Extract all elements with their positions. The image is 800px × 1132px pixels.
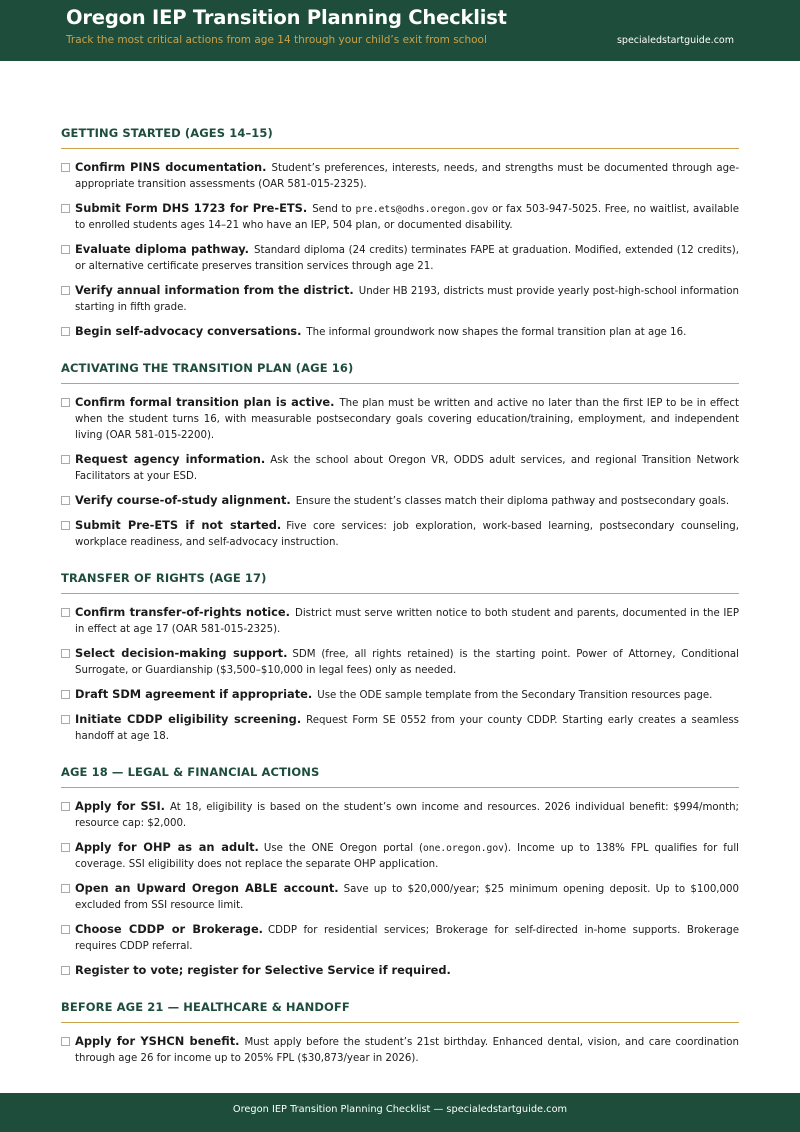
- item-label: Request agency information.: [75, 452, 266, 466]
- item-text: Student’s preferences, interests, needs, and strengths must be documented through age-appropriate transition assessments (OAR 581-015-2325).: [75, 163, 739, 190]
- checkbox[interactable]: [61, 690, 70, 699]
- checklist-item: [61, 159, 739, 193]
- page-footer: [0, 1093, 800, 1132]
- item-label: Choose CDDP or Brokerage.: [75, 922, 264, 936]
- checkbox[interactable]: [61, 802, 70, 811]
- checklist-section: [61, 1000, 739, 1067]
- page-subtitle: Track the most critical actions from age 14 through your child’s exit from school: [66, 34, 487, 46]
- checklist-item: [61, 1033, 739, 1067]
- item-label: Apply for YSHCN benefit.: [75, 1034, 240, 1048]
- footer-text: Oregon IEP Transition Planning Checklist — specialedstartguide.com: [232, 1104, 568, 1115]
- checklist-section: [61, 571, 739, 745]
- checkbox[interactable]: [61, 245, 70, 254]
- checklist-item: [61, 282, 739, 316]
- checklist-item: [61, 798, 739, 832]
- item-text: The plan must be written and active no later than the first IEP to be in effect when the student turns 16, with measurable postsecondary goals covering education/training, employment, and independent living (OAR 581-015-2200).: [75, 398, 740, 441]
- item-label: Register to vote; register for Selective Service if required.: [75, 963, 451, 977]
- checklist-item: [61, 323, 739, 341]
- checkbox[interactable]: [61, 649, 70, 658]
- item-text: Ask the school about Oregon VR, ODDS adult services, and regional Transition Network Facilitators at your ESD.: [75, 455, 740, 482]
- checklist-item: [61, 711, 739, 745]
- checkbox[interactable]: [61, 496, 70, 505]
- checklist-item: [61, 394, 739, 444]
- checkbox[interactable]: [61, 884, 70, 893]
- item-label: Open an Upward Oregon ABLE account.: [75, 881, 339, 895]
- item-label: Begin self-advocacy conversations.: [75, 324, 302, 338]
- item-text: Save up to $20,000/year; $25 minimum opening deposit. Up to $100,000 excluded from SSI resource limit.: [75, 884, 739, 911]
- checklist-item: [61, 451, 739, 485]
- section-title: ACTIVATING THE TRANSITION PLAN (AGE 16): [61, 361, 739, 384]
- site-name: specialedstartguide.com: [616, 35, 734, 46]
- item-text: Request Form SE 0552 from your county CDDP. Starting early creates a seamless handoff at age 18.: [75, 715, 739, 742]
- checkbox[interactable]: [61, 966, 70, 975]
- item-code: one.oregon.gov: [423, 843, 504, 854]
- item-label: Evaluate diploma pathway.: [75, 242, 249, 256]
- item-label: Select decision-making support.: [75, 646, 288, 660]
- checklist-item: [61, 880, 739, 914]
- item-text: CDDP for residential services; Brokerage for self-directed in-home supports. Brokerage requires CDDP referral.: [75, 925, 739, 952]
- checklist-item: [61, 921, 739, 955]
- checkbox[interactable]: [61, 608, 70, 617]
- item-label: Draft SDM agreement if appropriate.: [75, 687, 313, 701]
- checklist-item: [61, 517, 739, 551]
- section-title: GETTING STARTED (AGES 14–15): [61, 126, 739, 149]
- checkbox[interactable]: [61, 715, 70, 724]
- item-label: Verify course-of-study alignment.: [75, 493, 291, 507]
- item-text: or fax 503-947-5025. Free, no waitlist, available to enrolled students ages 14–21 who have an IEP, 504 plan, or documented disability.: [75, 204, 739, 231]
- item-label: Submit Form DHS 1723 for Pre-ETS.: [75, 201, 308, 215]
- item-text: ). Income up to 138% FPL qualifies for full coverage. SSI eligibility does not replace the separate OHP application.: [75, 843, 739, 870]
- section-title: TRANSFER OF RIGHTS (AGE 17): [61, 571, 739, 594]
- checklist-item: [61, 962, 739, 980]
- item-text: The informal groundwork now shapes the formal transition plan at age 16.: [306, 327, 687, 338]
- item-text: Use the ONE Oregon portal (: [263, 843, 424, 854]
- item-label: Apply for SSI.: [75, 799, 166, 813]
- checkbox[interactable]: [61, 925, 70, 934]
- item-label: Confirm PINS documentation.: [75, 160, 267, 174]
- item-label: Apply for OHP as an adult.: [75, 840, 259, 854]
- checklist-item: [61, 686, 739, 704]
- item-label: Initiate CDDP eligibility screening.: [75, 712, 302, 726]
- item-text: Must apply before the student’s 21st birthday. Enhanced dental, vision, and care coordination through age 26 for income up to 205% FPL ($30,873/year in 2026).: [75, 1037, 739, 1064]
- checklist-item: [61, 241, 739, 275]
- checkbox[interactable]: [61, 843, 70, 852]
- item-code: pre.ets@odhs.oregon.gov: [355, 204, 489, 215]
- checklist-section: [61, 765, 739, 980]
- item-label: Submit Pre-ETS if not started.: [75, 518, 282, 532]
- item-label: Confirm formal transition plan is active.: [75, 395, 335, 409]
- checkbox[interactable]: [61, 521, 70, 530]
- item-label: Confirm transfer-of-rights notice.: [75, 605, 290, 619]
- item-text: Under HB 2193, districts must provide yearly post-high-school information starting in fifth grade.: [75, 286, 739, 313]
- item-text: At 18, eligibility is based on the student’s own income and resources. 2026 individual benefit: $994/month; resource cap: $2,000.: [75, 802, 739, 829]
- checkbox[interactable]: [61, 1037, 70, 1046]
- item-text: Five core services: job exploration, work-based learning, postsecondary counseling, workplace readiness, and self-advocacy instruction.: [75, 521, 739, 548]
- checklist-item: [61, 839, 739, 873]
- item-text: District must serve written notice to both student and parents, documented in the IEP in effect at age 17 (OAR 581-015-2325).: [75, 608, 739, 635]
- page-header: [0, 0, 800, 61]
- section-title: AGE 18 — LEGAL & FINANCIAL ACTIONS: [61, 765, 739, 788]
- checklist-content: [61, 126, 739, 1087]
- checkbox[interactable]: [61, 398, 70, 407]
- checkbox[interactable]: [61, 163, 70, 172]
- item-label: Verify annual information from the district.: [75, 283, 354, 297]
- checklist-item: [61, 492, 739, 510]
- checkbox[interactable]: [61, 327, 70, 336]
- checklist-item: [61, 604, 739, 638]
- item-text: Send to: [312, 204, 356, 215]
- page-title: Oregon IEP Transition Planning Checklist: [66, 6, 507, 29]
- section-title: BEFORE AGE 21 — HEALTHCARE & HANDOFF: [61, 1000, 739, 1023]
- item-text: SDM (free, all rights retained) is the starting point. Power of Attorney, Conditional Surrogate, or Guardianship ($3,500–$10,000 in legal fees) only as needed.: [75, 649, 739, 676]
- checklist-section: [61, 361, 739, 551]
- checklist-item: [61, 200, 739, 234]
- item-text: Ensure the student’s classes match their diploma pathway and postsecondary goals.: [295, 496, 730, 507]
- item-text: Use the ODE sample template from the Secondary Transition resources page.: [317, 690, 713, 701]
- checkbox[interactable]: [61, 204, 70, 213]
- checkbox[interactable]: [61, 455, 70, 464]
- checkbox[interactable]: [61, 286, 70, 295]
- item-text: Standard diploma (24 credits) terminates FAPE at graduation. Modified, extended (12 credits), or alternative certificate preserves transition services through age 21.: [75, 245, 739, 272]
- checklist-section: [61, 126, 739, 341]
- checklist-item: [61, 645, 739, 679]
